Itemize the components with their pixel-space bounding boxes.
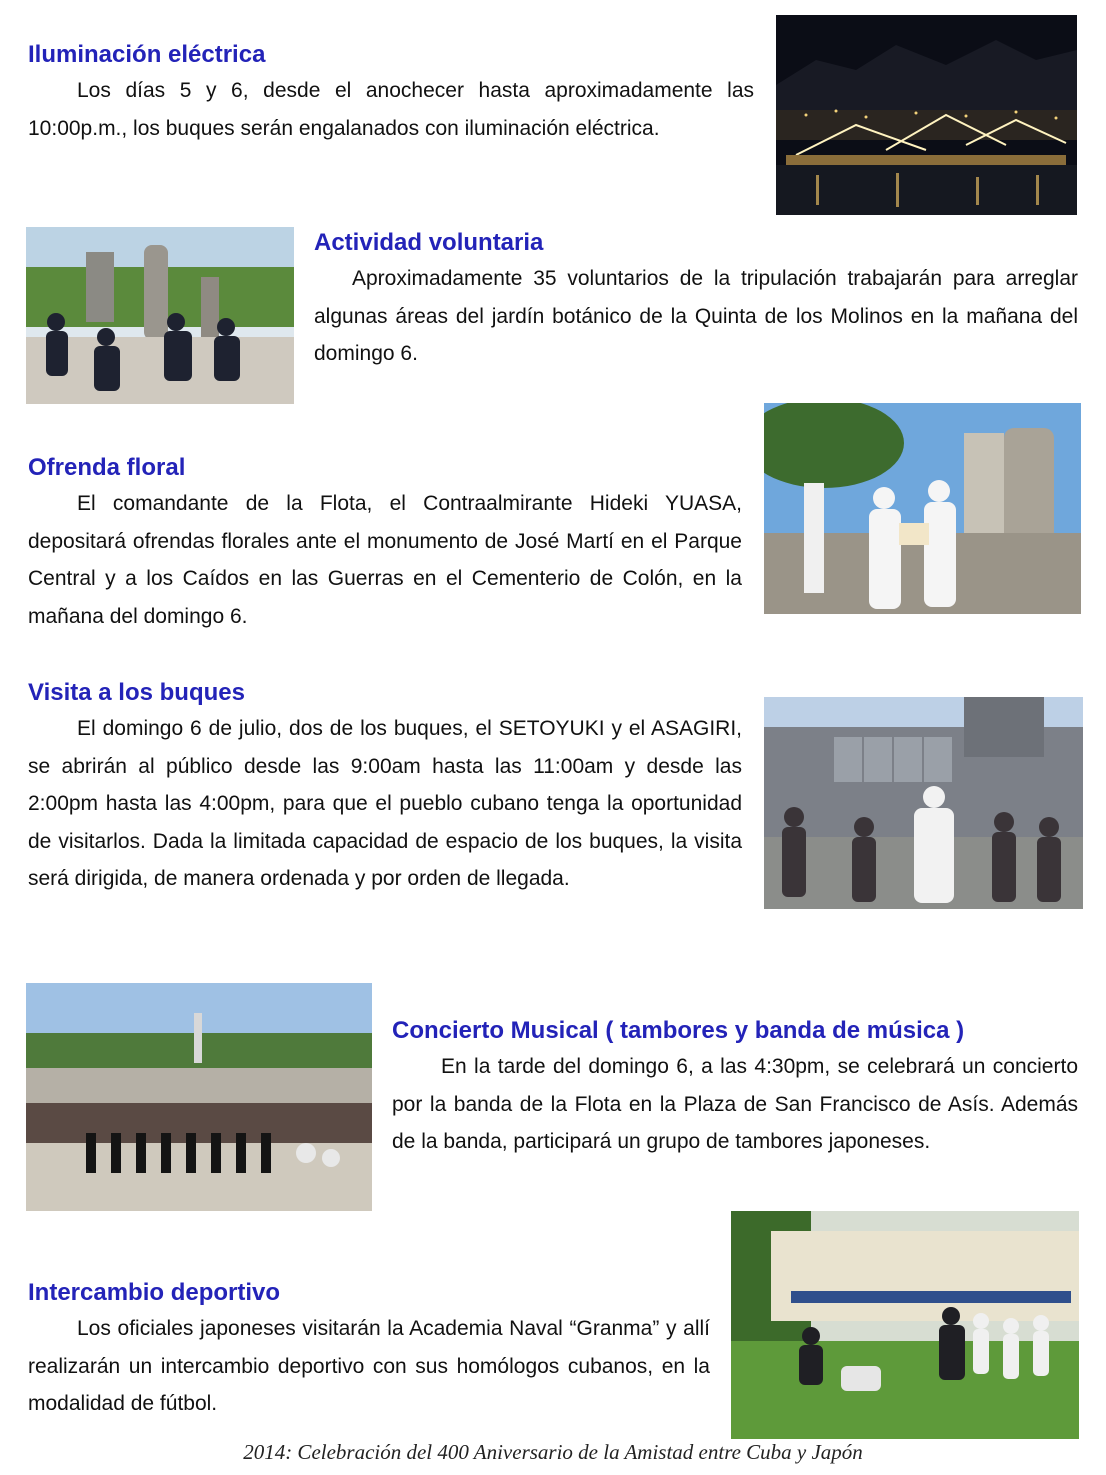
section-title: Visita a los buques [28, 679, 245, 706]
photo-night-illuminated-ships [776, 15, 1077, 215]
section-body: En la tarde del domingo 6, a las 4:30pm, se celebrará un concierto por la banda de la Flota en la Plaza de San Francisco de Asís. Además de la banda, participará un grupo de tambores japoneses. [392, 1055, 1078, 1153]
section-body: Los días 5 y 6, desde el anochecer hasta aproximadamente las 10:00p.m., los buques serán engalanados con iluminación eléctrica. [28, 79, 754, 140]
section-body: El domingo 6 de julio, dos de los buques, el SETOYUKI y el ASAGIRI, se abrirán al público desde las 9:00am hasta las 11:00am y desde las 2:00pm hasta las 4:00pm, para que el pueblo cubano tenga la oportunidad de visitarlos. Dada la limitada capacidad de espacio de los buques, la visita será dirigida, de manera ordenada y por orden de llegada. [28, 717, 742, 890]
section-title: Intercambio deportivo [28, 1279, 281, 1306]
photo-concert-plaza [26, 983, 372, 1211]
section-iluminacion [28, 40, 754, 147]
section-title: Concierto Musical ( tambores y banda de música ) [392, 1017, 965, 1044]
section-intercambio-deportivo [28, 1278, 710, 1423]
section-body: Los oficiales japoneses visitarán la Academia Naval “Granma” y allí realizarán un intercambio deportivo con sus homólogos cubanos, en la modalidad de fútbol. [28, 1317, 710, 1415]
section-title: Ofrenda floral [28, 454, 186, 481]
section-body: El comandante de la Flota, el Contraalmirante Hideki YUASA, depositará ofrendas florales ante el monumento de José Martí en el Parque Central y a los Caídos en las Guerras en el Cementerio de Colón, en la mañana del domingo 6. [28, 492, 742, 628]
section-title: Actividad voluntaria [314, 229, 544, 256]
section-body: Aproximadamente 35 voluntarios de la tripulación trabajarán para arreglar algunas áreas del jardín botánico de la Quinta de los Molinos en la mañana del domingo 6. [314, 267, 1078, 365]
photo-volunteers-garden [26, 227, 294, 404]
section-title: Iluminación eléctrica [28, 41, 266, 68]
section-ofrenda-floral [28, 453, 742, 635]
photo-ship-visit [764, 697, 1083, 909]
section-visita-buques [28, 678, 742, 898]
page-footer: 2014: Celebración del 400 Aniversario de la Amistad entre Cuba y Japón [243, 1440, 863, 1464]
photo-sports-exchange [731, 1211, 1079, 1439]
section-actividad-voluntaria [314, 228, 1078, 373]
photo-floral-offering [764, 403, 1081, 614]
section-concierto-musical [392, 1016, 1078, 1161]
